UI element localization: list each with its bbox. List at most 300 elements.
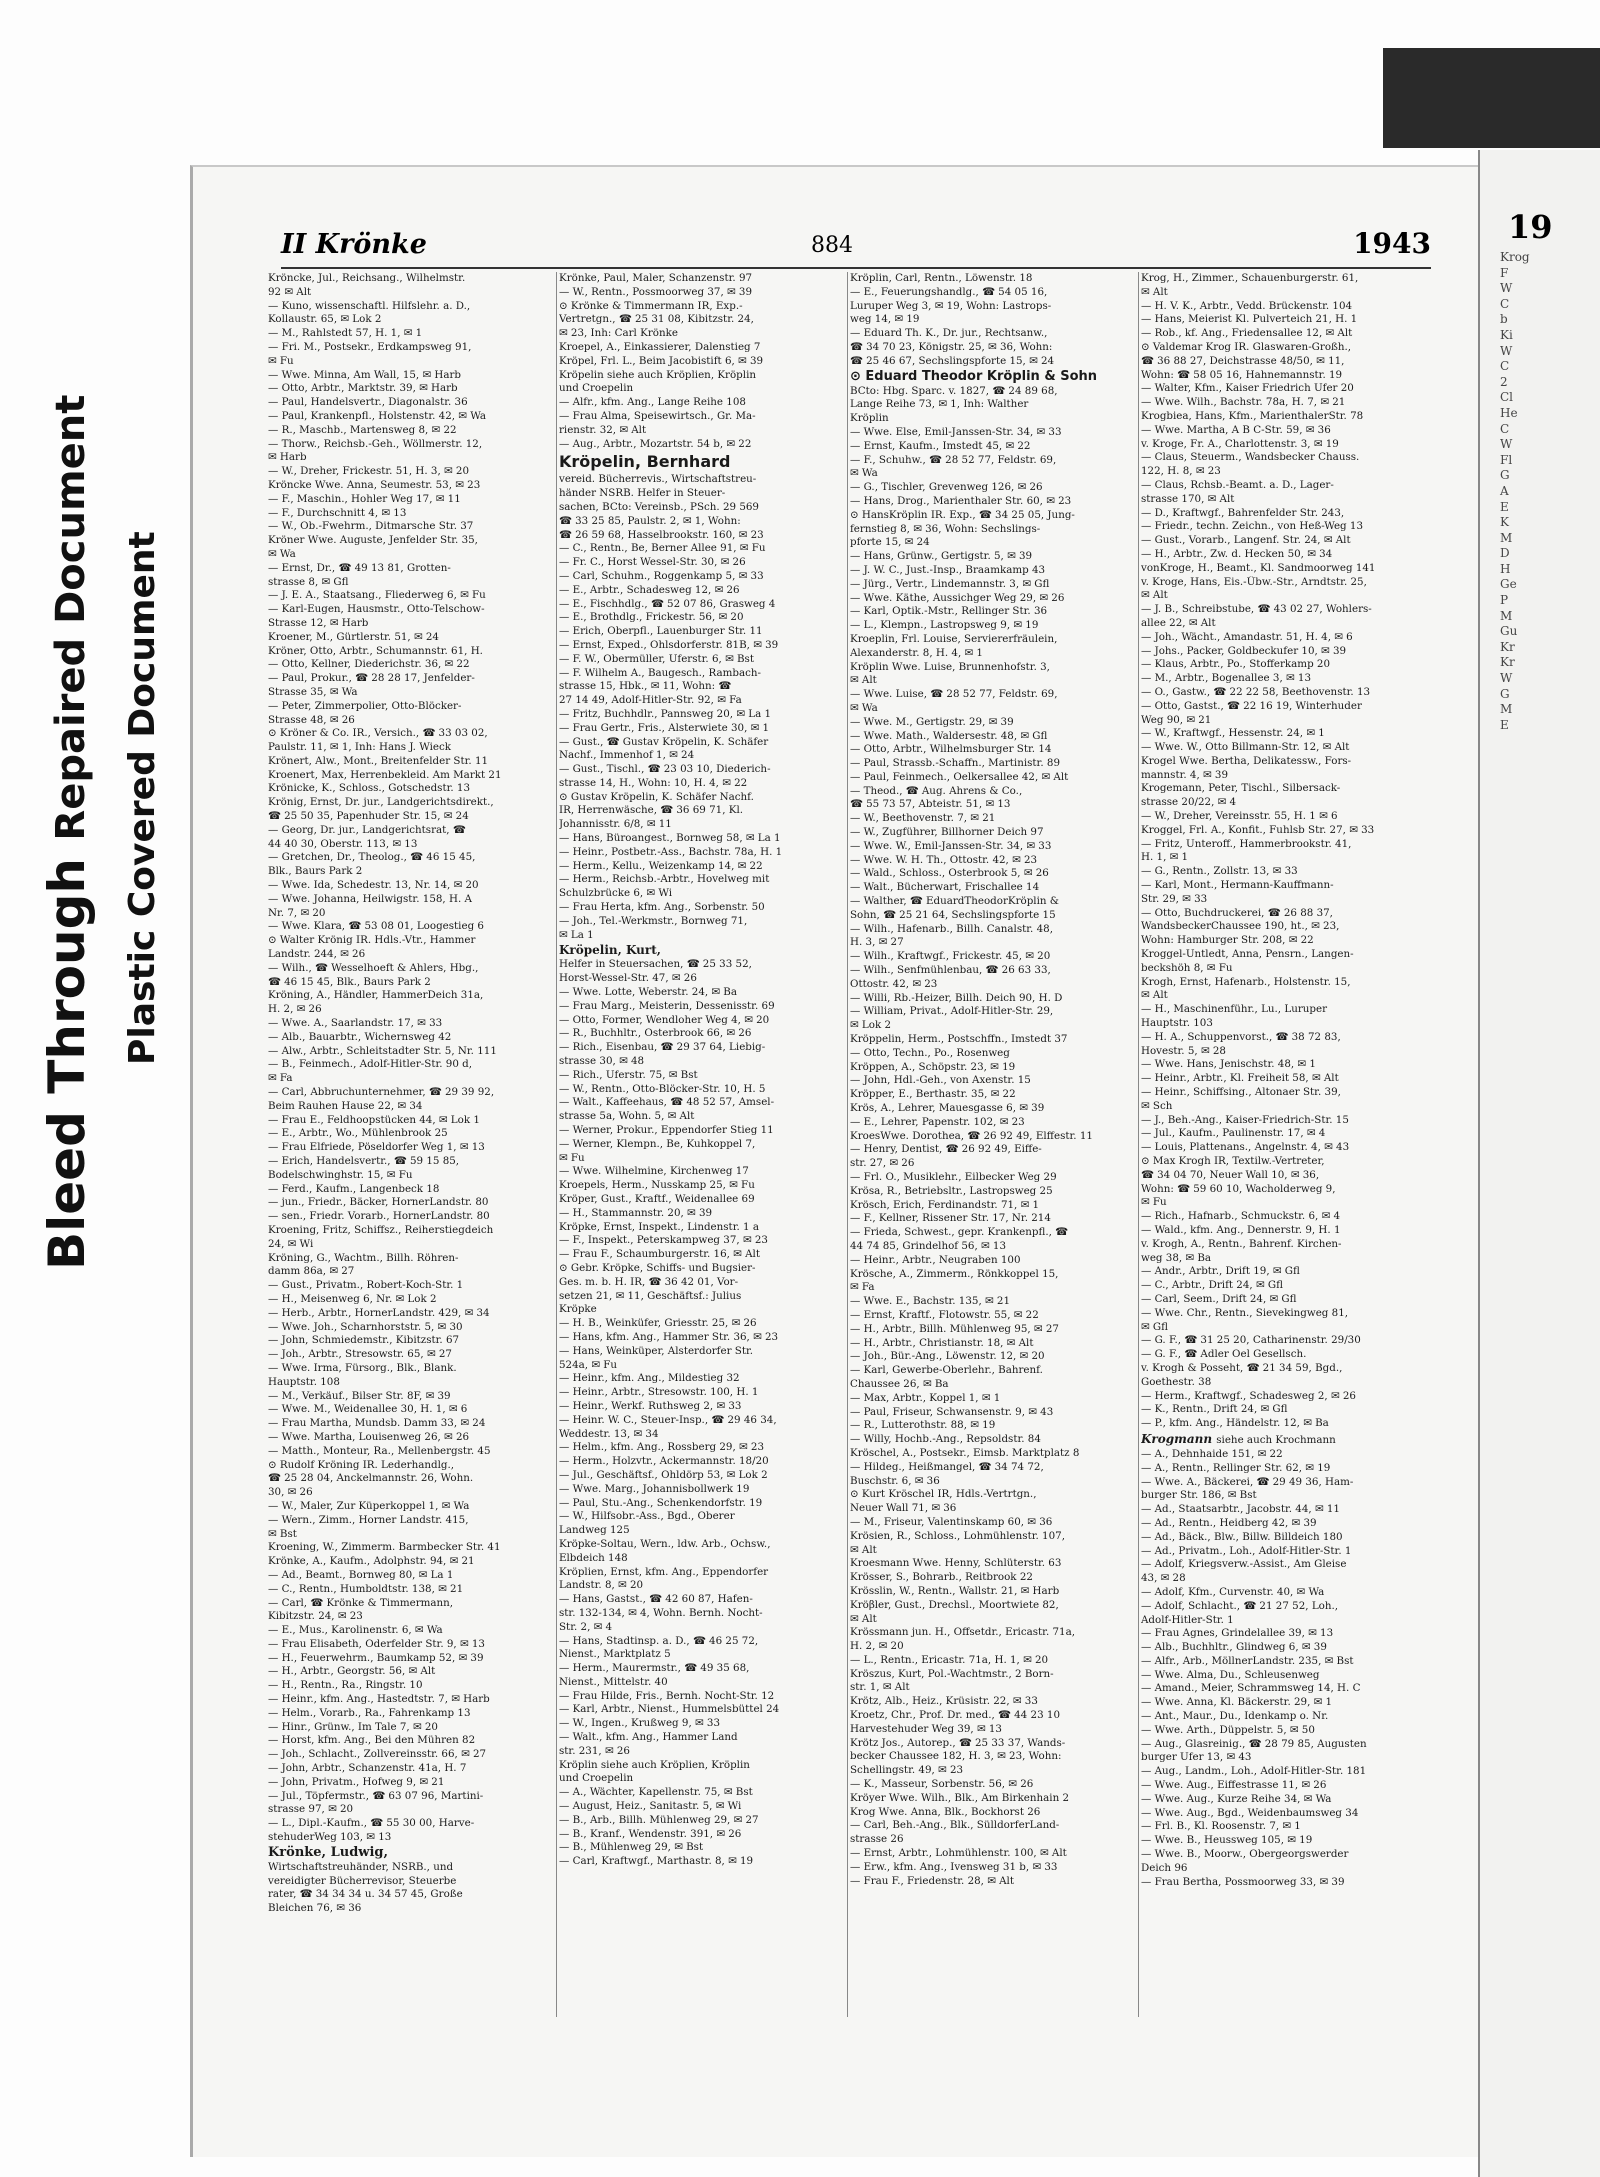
directory-entry-line: — Werner, Prokur., Eppendorfer Stieg 11 bbox=[559, 1124, 774, 1137]
directory-entry-line: ☎ 33 25 85, Paulstr. 2, ✉ 1, Wohn: bbox=[559, 514, 741, 527]
directory-entry-line: strasse 20/22, ✉ 4 bbox=[1141, 796, 1237, 809]
scan-edge-bar bbox=[1383, 48, 1600, 148]
directory-entry-line: str. 132-134, ✉ 4, Wohn. Bernh. Nocht- bbox=[559, 1606, 763, 1619]
directory-entry-line: ☎ 34 70 23, Königstr. 25, ✉ 36, Wohn: bbox=[850, 340, 1053, 353]
directory-entry-line: — Wald., Schloss., Osterbrook 5, ✉ 26 bbox=[850, 867, 1049, 880]
column-4 bbox=[1141, 272, 1431, 2012]
directory-entry-line: Kröpke bbox=[559, 1303, 597, 1316]
directory-entry-line: ✉ Alt bbox=[1141, 989, 1168, 1002]
directory-entry-line: str. 231, ✉ 26 bbox=[559, 1744, 630, 1757]
directory-entry-line: Krog bbox=[1500, 250, 1530, 264]
directory-entry-line: — M., Verkäuf., Bilser Str. 8F, ✉ 39 bbox=[268, 1389, 451, 1402]
directory-entry-line: — Wwe. Lotte, Weberstr. 24, ✉ Ba bbox=[559, 986, 738, 999]
directory-entry-line: KroesWwe. Dorothea, ☎ 26 92 49, Elffestr. 11 bbox=[850, 1129, 1093, 1142]
directory-entry-line: 30, ✉ 26 bbox=[268, 1486, 313, 1499]
directory-entry-line: — Wwe. E., Bachstr. 135, ✉ 21 bbox=[850, 1295, 1011, 1308]
directory-entry-line: — Ferd., Kaufm., Langenbeck 18 bbox=[268, 1182, 440, 1195]
column-1-tail bbox=[268, 1861, 551, 1916]
directory-entry-line: — Amand., Meier, Schrammsweg 14, H. C bbox=[1141, 1682, 1361, 1695]
directory-entry-line: — Joh., Arbtr., Stresowstr. 65, ✉ 27 bbox=[268, 1348, 452, 1361]
next-page-strip bbox=[1478, 150, 1600, 2177]
directory-entry-line: W bbox=[1500, 437, 1513, 452]
directory-entry-line: — Walther, ☎ EduardTheodorKröplin & bbox=[850, 895, 1059, 908]
directory-entry-line: — E., Lehrer, Papenstr. 102, ✉ 23 bbox=[850, 1115, 1025, 1128]
directory-entry-line: Kröpelin siehe auch Kröplien, Kröplin bbox=[559, 368, 756, 381]
directory-entry-line: — Henry, Dentist, ☎ 26 92 49, Eiffe- bbox=[850, 1143, 1042, 1156]
heading-eduard-kroeplin: ⊙ Eduard Theodor Kröplin & Sohn bbox=[850, 368, 1098, 384]
directory-entry-line: setzen 21, ✉ 11, Geschäftsf.: Julius bbox=[559, 1289, 742, 1302]
directory-entry-line: strasse 14, H., Wohn: 10, H. 4, ✉ 22 bbox=[559, 776, 748, 789]
directory-entry-line: Bodelschwinghstr. 15, ✉ Fu bbox=[268, 1168, 413, 1181]
directory-entry-line: — Herm., Kraftwgf., Schadesweg 2, ✉ 26 bbox=[1141, 1389, 1356, 1402]
directory-entry-line: W bbox=[1500, 671, 1513, 686]
directory-entry-line: vereidigter Bücherrevisor, Steuerbe bbox=[268, 1874, 457, 1887]
directory-entry-line: Krönke, A., Kaufm., Adolphstr. 94, ✉ 21 bbox=[268, 1555, 475, 1568]
directory-entry-line: P bbox=[1500, 593, 1509, 608]
directory-entry-line: Krog Wwe. Anna, Blk., Bockhorst 26 bbox=[850, 1805, 1041, 1818]
directory-entry-line: Krönert, Alw., Mont., Breitenfelder Str. 11 bbox=[268, 754, 489, 767]
directory-entry-line: — Wwe. W., Otto Billmann-Str. 12, ✉ Alt bbox=[1141, 741, 1350, 754]
directory-entry-line: — Otto, Kellner, Diederichstr. 36, ✉ 22 bbox=[268, 658, 470, 671]
directory-entry-line: — Adolf, Schlacht., ☎ 21 27 52, Loh., bbox=[1141, 1599, 1339, 1612]
directory-entry-line: — Paul, Strassb.-Schaffn., Martinistr. 89 bbox=[850, 757, 1060, 770]
directory-entry-line: allee 22, ✉ Alt bbox=[1141, 616, 1216, 629]
directory-entry-line: C bbox=[1500, 296, 1510, 311]
directory-entry-line: Neuer Wall 71, ✉ 36 bbox=[850, 1502, 957, 1515]
directory-entry-line: — Karl-Eugen, Hausmstr., Otto-Telschow- bbox=[268, 603, 485, 616]
directory-entry-line: — R., Maschb., Martensweg 8, ✉ 22 bbox=[268, 423, 457, 436]
directory-entry-line: Elbdeich 148 bbox=[559, 1551, 628, 1564]
directory-entry-line: mannstr. 4, ✉ 39 bbox=[1141, 768, 1229, 781]
directory-entry-line: — Walter, Kfm., Kaiser Friedrich Ufer 20 bbox=[1141, 382, 1354, 395]
directory-entry-line: Ges. m. b. H. IR, ☎ 36 42 01, Vor- bbox=[559, 1275, 739, 1288]
directory-entry-line: — Claus, Rchsb.-Beamt. a. D., Lager- bbox=[1141, 478, 1334, 491]
directory-entry-line: — Hinr., Grünw., Im Tale 7, ✉ 20 bbox=[268, 1720, 438, 1733]
directory-entry-line: — W., Maler, Zur Küperkoppel 1, ✉ Wa bbox=[268, 1499, 470, 1512]
directory-entry-line: — F., Inspekt., Peterskampweg 37, ✉ 23 bbox=[559, 1234, 768, 1247]
directory-entry-line: — Jul., Kaufm., Paulinenstr. 17, ✉ 4 bbox=[1141, 1127, 1326, 1140]
directory-entry-line: Kroetz, Chr., Prof. Dr. med., ☎ 44 23 10 bbox=[850, 1709, 1060, 1722]
directory-entry-line: Str. 2, ✉ 4 bbox=[559, 1620, 613, 1633]
directory-entry-line: — jun., Friedr., Bäcker, HornerLandstr. 80 bbox=[268, 1196, 489, 1209]
directory-entry-line: Kroeplin, Frl. Louise, Serviererfräulein, bbox=[850, 632, 1058, 645]
directory-entry-line: — K., Rentn., Drift 24, ✉ Gfl bbox=[1141, 1403, 1288, 1416]
directory-entry-line: — D., Kraftwgf., Bahrenfelder Str. 243, bbox=[1141, 506, 1345, 519]
directory-entry-line: Wohn: ☎ 58 05 16, Hahnemannstr. 19 bbox=[1141, 368, 1343, 381]
directory-entry-line: — William, Privat., Adolf-Hitler-Str. 29, bbox=[850, 1005, 1054, 1018]
directory-entry-line: — Hans, Stadtinsp. a. D., ☎ 46 25 72, bbox=[559, 1634, 759, 1647]
directory-entry-line: strasse 15, Hbk., ✉ 11, Wohn: ☎ bbox=[559, 680, 732, 693]
directory-entry-line: Krogemann, Peter, Tischl., Silbersack- bbox=[1141, 782, 1341, 795]
directory-entry-line: — Frau Elfriede, Pöseldorfer Weg 1, ✉ 13 bbox=[268, 1141, 485, 1154]
directory-entry-line: — W., Dreher, Frickestr. 51, H. 3, ✉ 20 bbox=[268, 465, 469, 478]
directory-entry-line: — R., Lutterothstr. 88, ✉ 19 bbox=[850, 1419, 996, 1432]
directory-entry-line: ✉ Fu bbox=[268, 354, 294, 367]
directory-entry-line: — Andr., Arbtr., Drift 19, ✉ Gfl bbox=[1141, 1265, 1300, 1278]
directory-entry-line: Beim Rauhen Hause 22, ✉ 34 bbox=[268, 1099, 423, 1112]
directory-entry-line: — Wwe. Irma, Fürsorg., Blk., Blank. bbox=[268, 1361, 457, 1374]
directory-entry-line: C bbox=[1500, 359, 1510, 374]
directory-entry-line: Sohn, ☎ 25 21 64, Sechslingspforte 15 bbox=[850, 908, 1056, 921]
directory-entry-line: — Jul., Töpfermstr., ☎ 63 07 96, Martini- bbox=[268, 1789, 484, 1802]
directory-entry-line: v. Krogh & Posseht, ☎ 21 34 59, Bgd., bbox=[1141, 1361, 1343, 1374]
directory-entry-line: Johannisstr. 6/8, ✉ 11 bbox=[559, 818, 672, 831]
directory-entry-line: — Kuno, wissenschaftl. Hilfslehr. a. D., bbox=[268, 299, 471, 312]
column-4-entries bbox=[1141, 272, 1431, 1431]
next-page-year: 19 bbox=[1508, 208, 1553, 246]
directory-entry-line: — Wwe. W., Emil-Janssen-Str. 34, ✉ 33 bbox=[850, 839, 1052, 852]
repaired-document-label: Repaired Document bbox=[48, 394, 94, 841]
directory-entry-line: — C., Rentn., Humboldtstr. 138, ✉ 21 bbox=[268, 1582, 464, 1595]
directory-entry-line: Harvestehuder Weg 39, ✉ 13 bbox=[850, 1722, 1002, 1735]
directory-entry-line: Kroening, W., Zimmerm. Barmbecker Str. 41 bbox=[268, 1541, 501, 1554]
directory-entry-line: — Fritz, Buchhdlr., Pannsweg 20, ✉ La 1 bbox=[559, 707, 772, 720]
directory-entry-line: ☎ 34 04 70, Neuer Wall 10, ✉ 36, bbox=[1141, 1168, 1320, 1181]
directory-entry-line: ☎ 25 46 67, Sechslingspforte 15, ✉ 24 bbox=[850, 354, 1055, 367]
directory-entry-line: — Heinr., Arbtr., Neugraben 100 bbox=[850, 1253, 1021, 1266]
directory-entry-line: — Joh., Bür.-Ang., Löwenstr. 12, ✉ 20 bbox=[850, 1350, 1045, 1363]
directory-entry-line: Bleichen 76, ✉ 36 bbox=[268, 1902, 362, 1915]
directory-entry-line: — Friedr., techn. Zeichn., von Heß-Weg 13 bbox=[1141, 520, 1364, 533]
directory-entry-line: — G., Tischler, Grevenweg 126, ✉ 26 bbox=[850, 481, 1043, 494]
directory-entry-line: — Joh., Tel.-Werkmstr., Bornweg 71, bbox=[559, 914, 748, 927]
directory-entry-line: ✉ La 1 bbox=[559, 928, 594, 941]
directory-entry-line: — Ant., Maur., Du., Idenkamp o. Nr. bbox=[1141, 1710, 1329, 1723]
directory-entry-line: — August, Heiz., Sanitastr. 5, ✉ Wi bbox=[559, 1800, 742, 1813]
directory-entry-line: strasse 97, ✉ 20 bbox=[268, 1803, 354, 1816]
column-rule bbox=[556, 272, 557, 2017]
directory-entry-line: H. 1, ✉ 1 bbox=[1141, 851, 1189, 864]
directory-entry-line: — Heinr., Schiffsing., Altonaer Str. 39, bbox=[1141, 1086, 1341, 1099]
directory-entry-line: — Wilh., Senfmühlenbau, ☎ 26 63 33, bbox=[850, 964, 1051, 977]
directory-entry-line: — Wwe. A., Bäckerei, ☎ 29 49 36, Ham- bbox=[1141, 1475, 1354, 1488]
page-header bbox=[281, 227, 1431, 269]
directory-entry-line: Kr bbox=[1500, 639, 1515, 654]
directory-entry-line: — B., Feinmech., Adolf-Hitler-Str. 90 d, bbox=[268, 1058, 473, 1071]
directory-entry-line: ✉ 23, Inh: Carl Krönke bbox=[559, 327, 678, 340]
directory-entry-line: — Carl, Beh.-Ang., Blk., SülldorferLand- bbox=[850, 1819, 1060, 1832]
directory-entry-line: ✉ Harb bbox=[268, 451, 307, 464]
directory-entry-line: ☎ 46 15 45, Blk., Baurs Park 2 bbox=[268, 975, 431, 988]
directory-entry-line: M bbox=[1500, 608, 1513, 623]
directory-entry-line: Kröplin bbox=[850, 412, 889, 425]
directory-entry-line: — Karl, Arbtr., Nienst., Hummelsbüttel 24 bbox=[559, 1703, 780, 1716]
directory-entry-line: — W., Rentn., Possmoorweg 37, ✉ 39 bbox=[559, 285, 753, 298]
directory-entry-line: Strasse 35, ✉ Wa bbox=[268, 685, 358, 698]
directory-entry-line: — H., Arbtr., Georgstr. 56, ✉ Alt bbox=[268, 1665, 436, 1678]
directory-entry-line: — Fri. M., Postsekr., Erdkampsweg 91, bbox=[268, 340, 472, 353]
directory-entry-line: Goethestr. 38 bbox=[1141, 1375, 1212, 1388]
directory-entry-line: — Paul, Krankenpfl., Holstenstr. 42, ✉ Wa bbox=[268, 409, 487, 422]
directory-entry-line: Krösser, S., Bohrarb., Reitbrook 22 bbox=[850, 1571, 1033, 1584]
directory-entry-line: — Rich., Uferstr. 75, ✉ Bst bbox=[559, 1068, 698, 1081]
directory-entry-line: — Frau Herta, kfm. Ang., Sorbenstr. 50 bbox=[559, 901, 765, 914]
directory-entry-line: — Walt., Kaffeehaus, ☎ 48 52 57, Amsel- bbox=[559, 1096, 775, 1109]
directory-entry-line: 2 bbox=[1500, 374, 1508, 389]
directory-entry-line: — Frl. O., Musiklehr., Eilbecker Weg 29 bbox=[850, 1171, 1057, 1183]
directory-entry-line: — Frau F., Schaumburgerstr. 16, ✉ Alt bbox=[559, 1248, 760, 1261]
page-year: 1943 bbox=[1353, 227, 1431, 260]
directory-entry-line: — Wilh., ☎ Wesselhoeft & Ahlers, Hbg., bbox=[268, 961, 479, 974]
directory-entry-line: ⊙ Krönke & Timmermann IR, Exp.- bbox=[559, 299, 743, 312]
directory-entry-line: strasse 5a, Wohn. 5, ✉ Alt bbox=[559, 1110, 695, 1123]
directory-entry-line: — W., Kraftwgf., Hessenstr. 24, ✉ 1 bbox=[1141, 727, 1325, 740]
directory-entry-line: — John, Hdl.-Geh., von Axenstr. 15 bbox=[850, 1074, 1031, 1087]
directory-entry-line: Alexanderstr. 8, H. 4, ✉ 1 bbox=[850, 646, 983, 659]
directory-entry-line: G bbox=[1500, 686, 1510, 701]
directory-entry-line: strasse 8, ✉ Gfl bbox=[268, 575, 349, 588]
directory-entry-line: ⊙ Rudolf Kröning IR. Lederhandlg., bbox=[268, 1458, 455, 1471]
directory-entry-line: Landstr. 8, ✉ 20 bbox=[559, 1579, 644, 1592]
directory-entry-line: — E., Fischhdlg., ☎ 52 07 86, Grasweg 4 bbox=[559, 597, 776, 610]
directory-entry-line: — Alfr., kfm. Ang., Lange Reihe 108 bbox=[559, 396, 746, 409]
directory-entry-line: Kollaustr. 65, ✉ Lok 2 bbox=[268, 313, 382, 326]
directory-entry-line: Kroepel, A., Einkassierer, Dalenstieg 7 bbox=[559, 340, 761, 353]
directory-entry-line: — Heinr., Postbetr.-Ass., Bachstr. 78a, H. 1 bbox=[559, 845, 783, 858]
directory-entry-line: — F. Wilhelm A., Baugesch., Rambach- bbox=[559, 666, 761, 679]
directory-entry-line: Nienst., Marktplatz 5 bbox=[559, 1648, 671, 1661]
directory-entry-line: — Frl. B., Kl. Roosenstr. 7, ✉ 1 bbox=[1141, 1820, 1301, 1833]
directory-entry-line: und Croepelin bbox=[559, 382, 634, 395]
directory-entry-line: E bbox=[1500, 717, 1509, 732]
directory-entry-line: ✉ Alt bbox=[1141, 285, 1168, 298]
directory-entry-line: Kroener, M., Gürtlerstr. 51, ✉ 24 bbox=[268, 630, 439, 643]
directory-entry-line: Kröning, A., Händler, HammerDeich 31a, bbox=[268, 989, 484, 1002]
directory-entry-line: vonKroge, H., Beamt., Kl. Sandmoorweg 141 bbox=[1141, 561, 1376, 574]
directory-entry-line: rienstr. 32, ✉ Alt bbox=[559, 423, 647, 436]
directory-entry-line: — Heinr., Werkf. Ruthsweg 2, ✉ 33 bbox=[559, 1399, 742, 1412]
directory-entry-line: Kröppelin, Herm., Postschffn., Imstedt 37 bbox=[850, 1033, 1068, 1046]
directory-entry-line: — Paul, Handelsvertr., Diagonalstr. 36 bbox=[268, 396, 468, 409]
directory-entry-line: str. 1, ✉ Alt bbox=[850, 1681, 910, 1694]
directory-entry-line: — Helm., kfm. Ang., Rossberg 29, ✉ 23 bbox=[559, 1441, 765, 1454]
directory-entry-line: Kröpper, E., Berthastr. 35, ✉ 22 bbox=[850, 1088, 1016, 1101]
directory-entry-line: Hauptstr. 103 bbox=[1141, 1017, 1213, 1030]
directory-entry-line: Schellingstr. 49, ✉ 23 bbox=[850, 1764, 964, 1777]
directory-entry-line: — Alfr., Arb., MöllnerLandstr. 235, ✉ Bst bbox=[1141, 1654, 1354, 1667]
directory-entry-line: — Wwe. Käthe, Aussichger Weg 29, ✉ 26 bbox=[850, 591, 1065, 604]
directory-entry-line: — Rob., kf. Ang., Friedensallee 12, ✉ Alt bbox=[1141, 327, 1353, 340]
directory-entry-line: IR, Herrenwäsche, ☎ 36 69 71, Kl. bbox=[559, 804, 744, 817]
directory-entry-line: — Walt., Bücherwart, Frischallee 14 bbox=[850, 881, 1040, 894]
directory-entry-line: — Herm., Maurermstr., ☎ 49 35 68, bbox=[559, 1662, 750, 1675]
directory-entry-line: burger Str. 186, ✉ Bst bbox=[1141, 1489, 1257, 1502]
directory-entry-line: — Gust., Privatm., Robert-Koch-Str. 1 bbox=[268, 1279, 464, 1292]
directory-entry-line: — W., Zugführer, Billhorner Deich 97 bbox=[850, 826, 1044, 839]
directory-entry-line: — Peter, Zimmerpolier, Otto-Blöcker- bbox=[268, 699, 462, 712]
directory-entry-line: — Aug., Landm., Loh., Adolf-Hitler-Str. 181 bbox=[1141, 1765, 1367, 1778]
directory-entry-line: — Wwe. A., Saarlandstr. 17, ✉ 33 bbox=[268, 1017, 443, 1030]
directory-entry-line: Krösch, Erich, Ferdinandstr. 71, ✉ 1 bbox=[850, 1198, 1040, 1211]
directory-entry-line: — B., Mühlenweg 29, ✉ Bst bbox=[559, 1841, 704, 1854]
directory-entry-line: Lange Reihe 73, ✉ 1, Inh: Walther bbox=[850, 398, 1029, 411]
directory-entry-line: — Wwe. B., Heussweg 105, ✉ 19 bbox=[1141, 1834, 1313, 1847]
column-rule bbox=[847, 272, 848, 2017]
directory-entry-line: — B., Kranf., Wendenstr. 391, ✉ 26 bbox=[559, 1827, 742, 1840]
directory-entry-line: weg 38, ✉ Ba bbox=[1141, 1251, 1212, 1264]
directory-entry-line: — Carl, Kraftwgf., Marthastr. 8, ✉ 19 bbox=[559, 1855, 754, 1868]
directory-entry-line: — Hans, Grünw., Gertigstr. 5, ✉ 39 bbox=[850, 550, 1033, 563]
directory-entry-line: — Max, Arbtr., Koppel 1, ✉ 1 bbox=[850, 1391, 1001, 1404]
directory-entry-line: — Frau Agnes, Grindelallee 39, ✉ 13 bbox=[1141, 1627, 1334, 1640]
directory-entry-line: Krös, A., Lehrer, Mauesgasse 6, ✉ 39 bbox=[850, 1102, 1045, 1115]
directory-entry-line: Strasse 48, ✉ 26 bbox=[268, 713, 355, 726]
directory-entry-line: — Horst, kfm. Ang., Bei den Mühren 82 bbox=[268, 1734, 476, 1747]
directory-entry-line: Krösa, R., Betriebsltr., Lastropsweg 25 bbox=[850, 1184, 1053, 1197]
directory-entry-line: — H. A., Schuppenvorst., ☎ 38 72 83, bbox=[1141, 1030, 1341, 1043]
directory-entry-line: — Erw., kfm. Ang., Ivensweg 31 b, ✉ 33 bbox=[850, 1860, 1058, 1873]
directory-entry-line: — E., Feuerungshandlg., ☎ 54 05 16, bbox=[850, 285, 1048, 298]
directory-entry-line: ☎ 25 50 35, Papenhuder Str. 15, ✉ 24 bbox=[268, 810, 469, 823]
directory-entry-line: — Wwe. Chr., Rentn., Sievekingweg 81, bbox=[1141, 1306, 1349, 1319]
directory-entry-line: — Gust., ☎ Gustav Kröpelin, K. Schäfer bbox=[559, 735, 769, 748]
directory-entry-line: ✉ Wa bbox=[850, 467, 878, 480]
directory-entry-line: ⊙ Walter Krönig IR. Hdls.-Vtr., Hammer bbox=[268, 934, 476, 947]
directory-entry-line: ☎ 26 59 68, Hasselbrookstr. 160, ✉ 23 bbox=[559, 528, 764, 541]
directory-entry-line: Gu bbox=[1500, 624, 1518, 639]
directory-entry-line: — Wilh., Kraftwgf., Frickestr. 45, ✉ 20 bbox=[850, 950, 1051, 963]
directory-entry-line: — Wwe. Martha, Louisenweg 26, ✉ 26 bbox=[268, 1430, 470, 1443]
directory-entry-line: — Frau F., Friedenstr. 28, ✉ Alt bbox=[850, 1874, 1014, 1887]
directory-entry-line: — Frau Elisabeth, Oderfelder Str. 9, ✉ 13 bbox=[268, 1637, 485, 1650]
column-rule bbox=[1138, 272, 1139, 2017]
directory-entry-line: Krog, H., Zimmer., Schauenburgerstr. 61, bbox=[1141, 272, 1359, 284]
directory-entry-line: — Wwe. Arth., Düppelstr. 5, ✉ 50 bbox=[1141, 1723, 1315, 1736]
directory-entry-line: Landstr. 244, ✉ 26 bbox=[268, 948, 366, 961]
directory-entry-line: — Frieda, Schwest., gepr. Krankenpfl., ☎ bbox=[850, 1226, 1068, 1239]
column-3-entries-b bbox=[850, 385, 1133, 1889]
directory-entry-line: — Gust., Tischl., ☎ 23 03 10, Diederich- bbox=[559, 763, 771, 776]
column-1-entries bbox=[268, 272, 551, 1845]
directory-entry-line: Kroggel-Untledt, Anna, Pensrn., Langen- bbox=[1141, 948, 1354, 961]
directory-entry-line: — Wwe. Martha, A B C-Str. 59, ✉ 36 bbox=[1141, 423, 1331, 436]
directory-entry-line: — Hans, Gastst., ☎ 42 60 87, Hafen- bbox=[559, 1593, 753, 1606]
directory-entry-line: K bbox=[1500, 515, 1509, 530]
directory-entry-line: — Wwe. B., Moorw., Obergeorgswerder bbox=[1141, 1848, 1349, 1861]
directory-entry-line: ⊙ Max Krogh IR, Textilw.-Vertreter, bbox=[1141, 1155, 1325, 1167]
directory-entry-line: — E., Arbtr., Schadesweg 12, ✉ 26 bbox=[559, 583, 740, 596]
directory-entry-line: — Herm., Reichsb.-Arbtr., Hovelweg mit bbox=[559, 873, 770, 886]
directory-entry-line: H. 2, ✉ 26 bbox=[268, 1003, 322, 1016]
directory-entry-line: — Otto, Techn., Po., Rosenweg bbox=[850, 1046, 1010, 1059]
directory-entry-line: — Alw., Arbtr., Schleitstadter Str. 5, Nr. 111 bbox=[268, 1044, 497, 1057]
directory-entry-line: — Hildeg., Heißmangel, ☎ 34 74 72, bbox=[850, 1460, 1044, 1473]
directory-entry-line: ⊙ HansKröplin IR. Exp., ☎ 34 25 05, Jung- bbox=[850, 508, 1075, 521]
directory-entry-line: — Gretchen, Dr., Theolog., ☎ 46 15 45, bbox=[268, 851, 476, 864]
directory-entry-line: — W., Hilfsobr.-Ass., Bgd., Oberer bbox=[559, 1510, 735, 1523]
directory-entry-line: — Carl, Abbruchunternehmer, ☎ 29 39 92, bbox=[268, 1086, 495, 1099]
directory-entry-line: ✉ Fu bbox=[559, 1151, 585, 1164]
directory-entry-line: — Wwe. Marg., Johannisbollwerk 19 bbox=[559, 1482, 750, 1495]
directory-entry-line: Landweg 125 bbox=[559, 1524, 630, 1537]
heading-kroenke-ludwig: Krönke, Ludwig, bbox=[268, 1844, 389, 1860]
directory-entry-line: Wohn: Hamburger Str. 208, ✉ 22 bbox=[1141, 934, 1314, 947]
directory-entry-line: — Wwe. Joh., Scharnhorststr. 5, ✉ 30 bbox=[268, 1320, 463, 1333]
directory-entry-line: — Otto, Gastst., ☎ 22 16 19, Winterhuder bbox=[1141, 699, 1362, 712]
directory-entry-line: Kröschel, A., Postsekr., Eimsb. Marktplatz 8 bbox=[850, 1446, 1080, 1459]
directory-entry-line: Paulstr. 11, ✉ 1, Inh: Hans J. Wieck bbox=[268, 741, 451, 754]
directory-entry-line: — Karl, Optik.-Mstr., Rellinger Str. 36 bbox=[850, 605, 1048, 618]
directory-entry-line: strasse 30, ✉ 48 bbox=[559, 1055, 645, 1068]
directory-entry-line: — E., Mus., Karolinenstr. 6, ✉ Wa bbox=[268, 1624, 443, 1637]
directory-entry-line: ⊙ Valdemar Krog IR. Glaswaren-Großh., bbox=[1141, 340, 1352, 353]
plastic-covered-label: Plastic Covered Document bbox=[122, 531, 163, 1065]
directory-entry-line: — Hans, kfm. Ang., Hammer Str. 36, ✉ 23 bbox=[559, 1330, 779, 1343]
directory-entry-line: Krönicke, K., Schloss., Gotschedstr. 13 bbox=[268, 782, 471, 795]
directory-entry-line: v. Kroge, Hans, Eis.-Übw.-Str., Arndtstr. 25, bbox=[1141, 575, 1367, 588]
directory-entry-line: — Adolf, Kriegsverw.-Assist., Am Gleise bbox=[1141, 1558, 1347, 1571]
directory-entry-line: Krösslin, W., Rentn., Wallstr. 21, ✉ Harb bbox=[850, 1584, 1060, 1597]
directory-entry-line: — E., Arbtr., Wo., Mühlenbrook 25 bbox=[268, 1127, 448, 1140]
directory-entry-line: — H., Arbtr., Billh. Mühlenweg 95, ✉ 27 bbox=[850, 1322, 1059, 1335]
column-3-entries-a bbox=[850, 272, 1133, 369]
directory-entry-line: — Ernst, Kaufm., Imstedt 45, ✉ 22 bbox=[850, 439, 1031, 452]
directory-entry-line: — Willy, Hochb.-Ang., Repsoldstr. 84 bbox=[850, 1433, 1041, 1446]
directory-entry-line: ✉ Fa bbox=[268, 1072, 293, 1085]
directory-entry-line: v. Krogh, A., Rentn., Bahrenf. Kirchen- bbox=[1141, 1237, 1342, 1250]
directory-entry-line: 122, H. 8, ✉ 23 bbox=[1141, 465, 1221, 478]
directory-entry-line: — B., Arb., Billh. Mühlenweg 29, ✉ 27 bbox=[559, 1813, 759, 1826]
directory-entry-line: Hauptstr. 108 bbox=[268, 1375, 340, 1388]
directory-entry-line: WandsbeckerChaussee 190, ht., ✉ 23, bbox=[1141, 920, 1340, 933]
directory-entry-line: Chaussee 26, ✉ Ba bbox=[850, 1377, 949, 1390]
directory-entry-line: — Alb., Buchhltr., Glindweg 6, ✉ 39 bbox=[1141, 1641, 1327, 1654]
directory-entry-line: Schulzbrücke 6, ✉ Wi bbox=[559, 887, 673, 900]
directory-entry-line: 43, ✉ 28 bbox=[1141, 1572, 1186, 1585]
directory-entry-line: — Aug., Glasreinig., ☎ 28 79 85, Augusten bbox=[1141, 1737, 1367, 1750]
directory-entry-line: — Joh., Schlacht., Zollvereinsstr. 66, ✉ 27 bbox=[268, 1748, 487, 1761]
directory-entry-line: — H., Feuerwehrm., Baumkamp 52, ✉ 39 bbox=[268, 1651, 484, 1664]
directory-entry-line: Kröner Wwe. Auguste, Jenfelder Str. 35, bbox=[268, 534, 478, 547]
directory-entry-line: — Frau Martha, Mundsb. Damm 33, ✉ 24 bbox=[268, 1417, 486, 1430]
directory-entry-line: Krötz Jos., Autorep., ☎ 25 33 37, Wands- bbox=[850, 1736, 1066, 1749]
directory-entry-line: — Aug., Arbtr., Mozartstr. 54 b, ✉ 22 bbox=[559, 437, 752, 450]
directory-entry-line: — W., Beethovenstr. 7, ✉ 21 bbox=[850, 812, 996, 825]
directory-entry-line: str. 27, ✉ 26 bbox=[850, 1157, 915, 1170]
directory-entry-line: beckshöh 8, ✉ Fu bbox=[1141, 961, 1233, 974]
directory-entry-line: ☎ 55 73 57, Abteistr. 51, ✉ 13 bbox=[850, 798, 1011, 811]
directory-entry-line: ✉ Wa bbox=[268, 547, 296, 560]
directory-entry-line: — E., Brothdlg., Frickestr. 56, ✉ 20 bbox=[559, 611, 744, 624]
directory-entry-line: — H., Arbtr., Zw. d. Hecken 50, ✉ 34 bbox=[1141, 547, 1333, 560]
directory-entry-line: Kröplin, Carl, Rentn., Löwenstr. 18 bbox=[850, 272, 1033, 284]
directory-entry-line: ✉ Bst bbox=[268, 1527, 297, 1540]
directory-entry-line: — Wwe. Aug., Eiffestrasse 11, ✉ 26 bbox=[1141, 1779, 1327, 1792]
directory-entry-line: stehuderWeg 103, ✉ 13 bbox=[268, 1831, 392, 1844]
directory-entry-line: v. Kroge, Fr. A., Charlottenstr. 3, ✉ 19 bbox=[1141, 437, 1339, 450]
directory-entry-line: 524a, ✉ Fu bbox=[559, 1358, 618, 1371]
directory-entry-line: Fl bbox=[1500, 452, 1513, 467]
directory-entry-line: — C., Rentn., Be, Berner Allee 91, ✉ Fu bbox=[559, 542, 766, 555]
directory-entry-line: — Ad., Staatsarbtr., Jacobstr. 44, ✉ 11 bbox=[1141, 1503, 1340, 1516]
directory-entry-line: Krogh, Ernst, Hafenarb., Holstenstr. 15, bbox=[1141, 975, 1351, 988]
directory-entry-line: — Wwe. Wilh., Bachstr. 78a, H. 7, ✉ 21 bbox=[1141, 396, 1346, 409]
directory-entry-line: E bbox=[1500, 499, 1509, 514]
directory-entry-line: — W., Rentn., Otto-Blöcker-Str. 10, H. 5 bbox=[559, 1082, 766, 1095]
directory-entry-line: C bbox=[1500, 421, 1510, 436]
directory-entry-line: Strasse 12, ✉ Harb bbox=[268, 616, 369, 629]
directory-entry-line: — John, Privatm., Hofweg 9, ✉ 21 bbox=[268, 1775, 445, 1788]
directory-entry-line: Nr. 7, ✉ 20 bbox=[268, 906, 326, 919]
directory-entry-line: Kröplien, Ernst, kfm. Ang., Eppendorfer bbox=[559, 1565, 769, 1578]
directory-entry-line: Krönig, Ernst, Dr. jur., Landgerichtsdirekt., bbox=[268, 796, 494, 809]
directory-entry-line: — Erich, Oberpfl., Lauenburger Str. 11 bbox=[559, 625, 763, 638]
directory-entry-line: — Werner, Klempn., Be, Kuhkoppel 7, bbox=[559, 1137, 756, 1150]
directory-entry-line: b bbox=[1500, 312, 1508, 327]
directory-entry-line: Kröning, G., Wachtm., Billh. Röhren- bbox=[268, 1251, 459, 1264]
directory-entry-line: — Ernst, Dr., ☎ 49 13 81, Grotten- bbox=[268, 561, 451, 574]
directory-entry-line: — Fr. C., Horst Wessel-Str. 30, ✉ 26 bbox=[559, 556, 746, 569]
